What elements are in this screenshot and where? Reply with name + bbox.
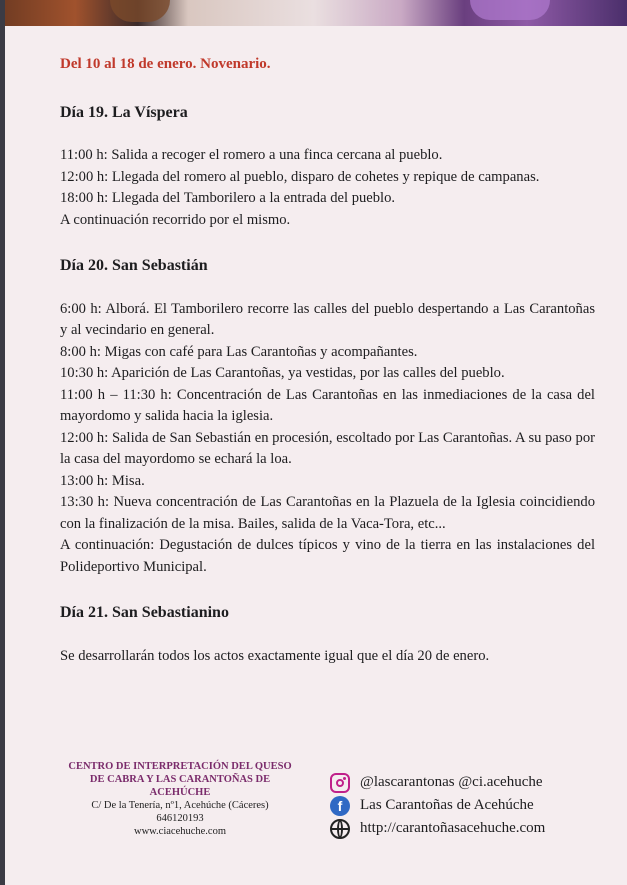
venue-phone: 646120193 xyxy=(156,813,204,824)
day-19-heading: Día 19. La Víspera xyxy=(60,103,188,121)
program-content xyxy=(60,54,595,691)
day-21-heading: Día 21. San Sebastianino xyxy=(60,604,229,621)
day-19-section xyxy=(60,102,595,232)
banner-decoration xyxy=(470,0,550,20)
instagram-row[interactable] xyxy=(330,771,620,794)
schedule-line: 10:30 h: Aparición de Las Carantoñas, ya vestidas, por las calles del pueblo. xyxy=(60,365,505,381)
schedule-line: A continuación: Degustación de dulces típicos y vino de la tierra en las instalaciones del Polideportivo Municipal. xyxy=(60,537,595,575)
schedule-line: 13:30 h: Nueva concentración de Las Carantoñas en la Plazuela de la Iglesia coincidiendo con la finalización de la misa. Bailes, salida de la Vaca-Tora, etc... xyxy=(60,494,595,532)
day-21-section xyxy=(60,602,595,667)
header-banner-image xyxy=(0,0,627,26)
day-20-heading: Día 20. San Sebastián xyxy=(60,257,208,274)
schedule-line: 8:00 h: Migas con café para Las Carantoñas y acompañantes. xyxy=(60,343,418,360)
website-row[interactable] xyxy=(330,817,620,840)
website-link[interactable]: http://carantoñasacehuche.com xyxy=(360,820,546,836)
schedule-line: 6:00 h: Alborá. El Tamborilero recorre las calles del pueblo despertando a Las Carantoñas y al vecindario en general. xyxy=(60,300,595,338)
schedule-line: 13:00 h: Misa. xyxy=(60,472,145,489)
venue-address: C/ De la Tenería, nº1, Acehúche (Cáceres) xyxy=(91,800,269,811)
venue-name: CENTRO DE INTERPRETACIÓN DEL QUESO DE CABRA Y LAS CARANTOÑAS DE ACEHÚCHE xyxy=(68,761,292,798)
schedule-line: 12:00 h: Llegada del romero al pueblo, disparo de cohetes y repique de campanas. xyxy=(60,168,540,185)
social-links xyxy=(330,771,620,840)
facebook-row[interactable] xyxy=(330,794,620,817)
facebook-page[interactable]: Las Carantoñas de Acehúche xyxy=(360,797,534,813)
schedule-line: 18:00 h: Llegada del Tamborilero a la entrada del pueblo. xyxy=(60,190,396,206)
schedule-line: 12:00 h: Salida de San Sebastián en procesión, escoltado por Las Carantoñas. A su paso por la casa del mayordomo se echará la loa. xyxy=(60,429,595,467)
banner-decoration xyxy=(110,0,170,22)
instagram-handles[interactable]: @lascarantonas @ci.acehuche xyxy=(360,774,543,790)
schedule-line: 11:00 h: Salida a recoger el romero a una finca cercana al pueblo. xyxy=(60,147,443,163)
schedule-line: Se desarrollarán todos los actos exactamente igual que el día 20 de enero. xyxy=(60,647,490,664)
instagram-icon xyxy=(330,773,350,793)
intro-line: Del 10 al 18 de enero. Novenario. xyxy=(60,56,271,72)
schedule-line: 11:00 h – 11:30 h: Concentración de Las Carantoñas en las inmediaciones de la casa del mayordomo y salida hacia la iglesia. xyxy=(60,386,595,424)
day-20-section xyxy=(60,255,595,578)
schedule-line: A continuación recorrido por el mismo. xyxy=(60,211,291,228)
facebook-icon: f xyxy=(330,796,350,816)
venue-website[interactable]: www.ciacehuche.com xyxy=(133,826,227,837)
globe-icon xyxy=(330,819,350,839)
venue-info xyxy=(60,760,300,838)
program-sheet xyxy=(5,26,627,885)
